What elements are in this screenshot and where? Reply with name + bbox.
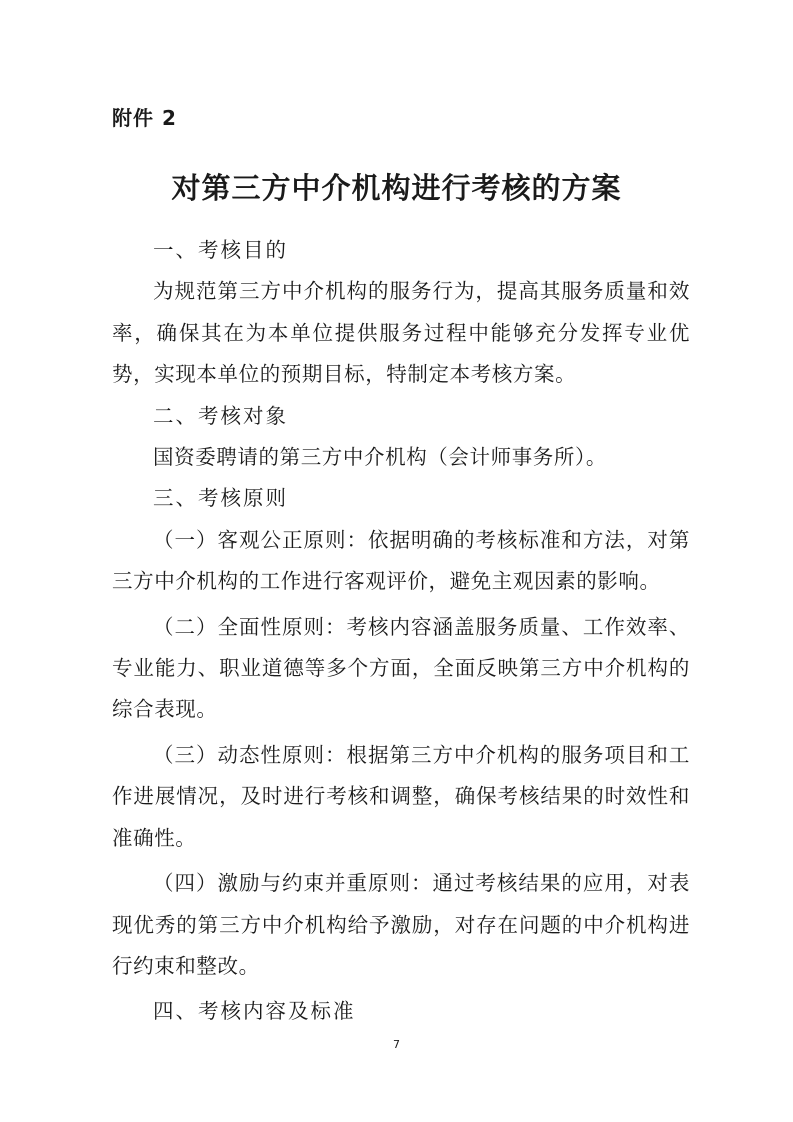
section-heading-content-standards: 四、考核内容及标准: [153, 999, 356, 1024]
paragraph-principle-dynamic: （三）动态性原则：根据第三方中介机构的服务项目和工作进展情况，及时进行考核和调整，确保考核结果的时效性和准确性。: [112, 742, 690, 850]
section-heading-principles: 三、考核原则: [153, 486, 288, 511]
paragraph-principle-comprehensive: （二）全面性原则：考核内容涵盖服务质量、工作效率、专业能力、职业道德等多个方面，全面反映第三方中介机构的综合表现。: [112, 614, 690, 722]
section-heading-purpose: 一、考核目的: [153, 238, 288, 262]
attachment-label: 附件 2: [112, 106, 177, 130]
paragraph-principle-incentive: （四）激励与约束并重原则：通过考核结果的应用，对表现优秀的第三方中介机构给予激励，对存在问题的中介机构进行约束和整改。: [112, 871, 690, 978]
document-body: [112, 230, 690, 1033]
page-number: 7: [393, 1038, 400, 1051]
section-heading-subject: 二、考核对象: [153, 403, 288, 428]
paragraph-purpose: 为规范第三方中介机构的服务行为，提高其服务质量和效率，确保其在为本单位提供服务过程中能够充分发挥专业优势，实现本单位的预期目标，特制定本考核方案。: [112, 279, 690, 387]
paragraph-principle-objective: （一）客观公正原则：依据明确的考核标准和方法，对第三方中介机构的工作进行客观评价，避免主观因素的影响。: [112, 527, 690, 594]
paragraph-subject: 国资委聘请的第三方中介机构（会计师事务所）。: [153, 445, 607, 470]
document-title: 对第三方中介机构进行考核的方案: [171, 171, 622, 205]
